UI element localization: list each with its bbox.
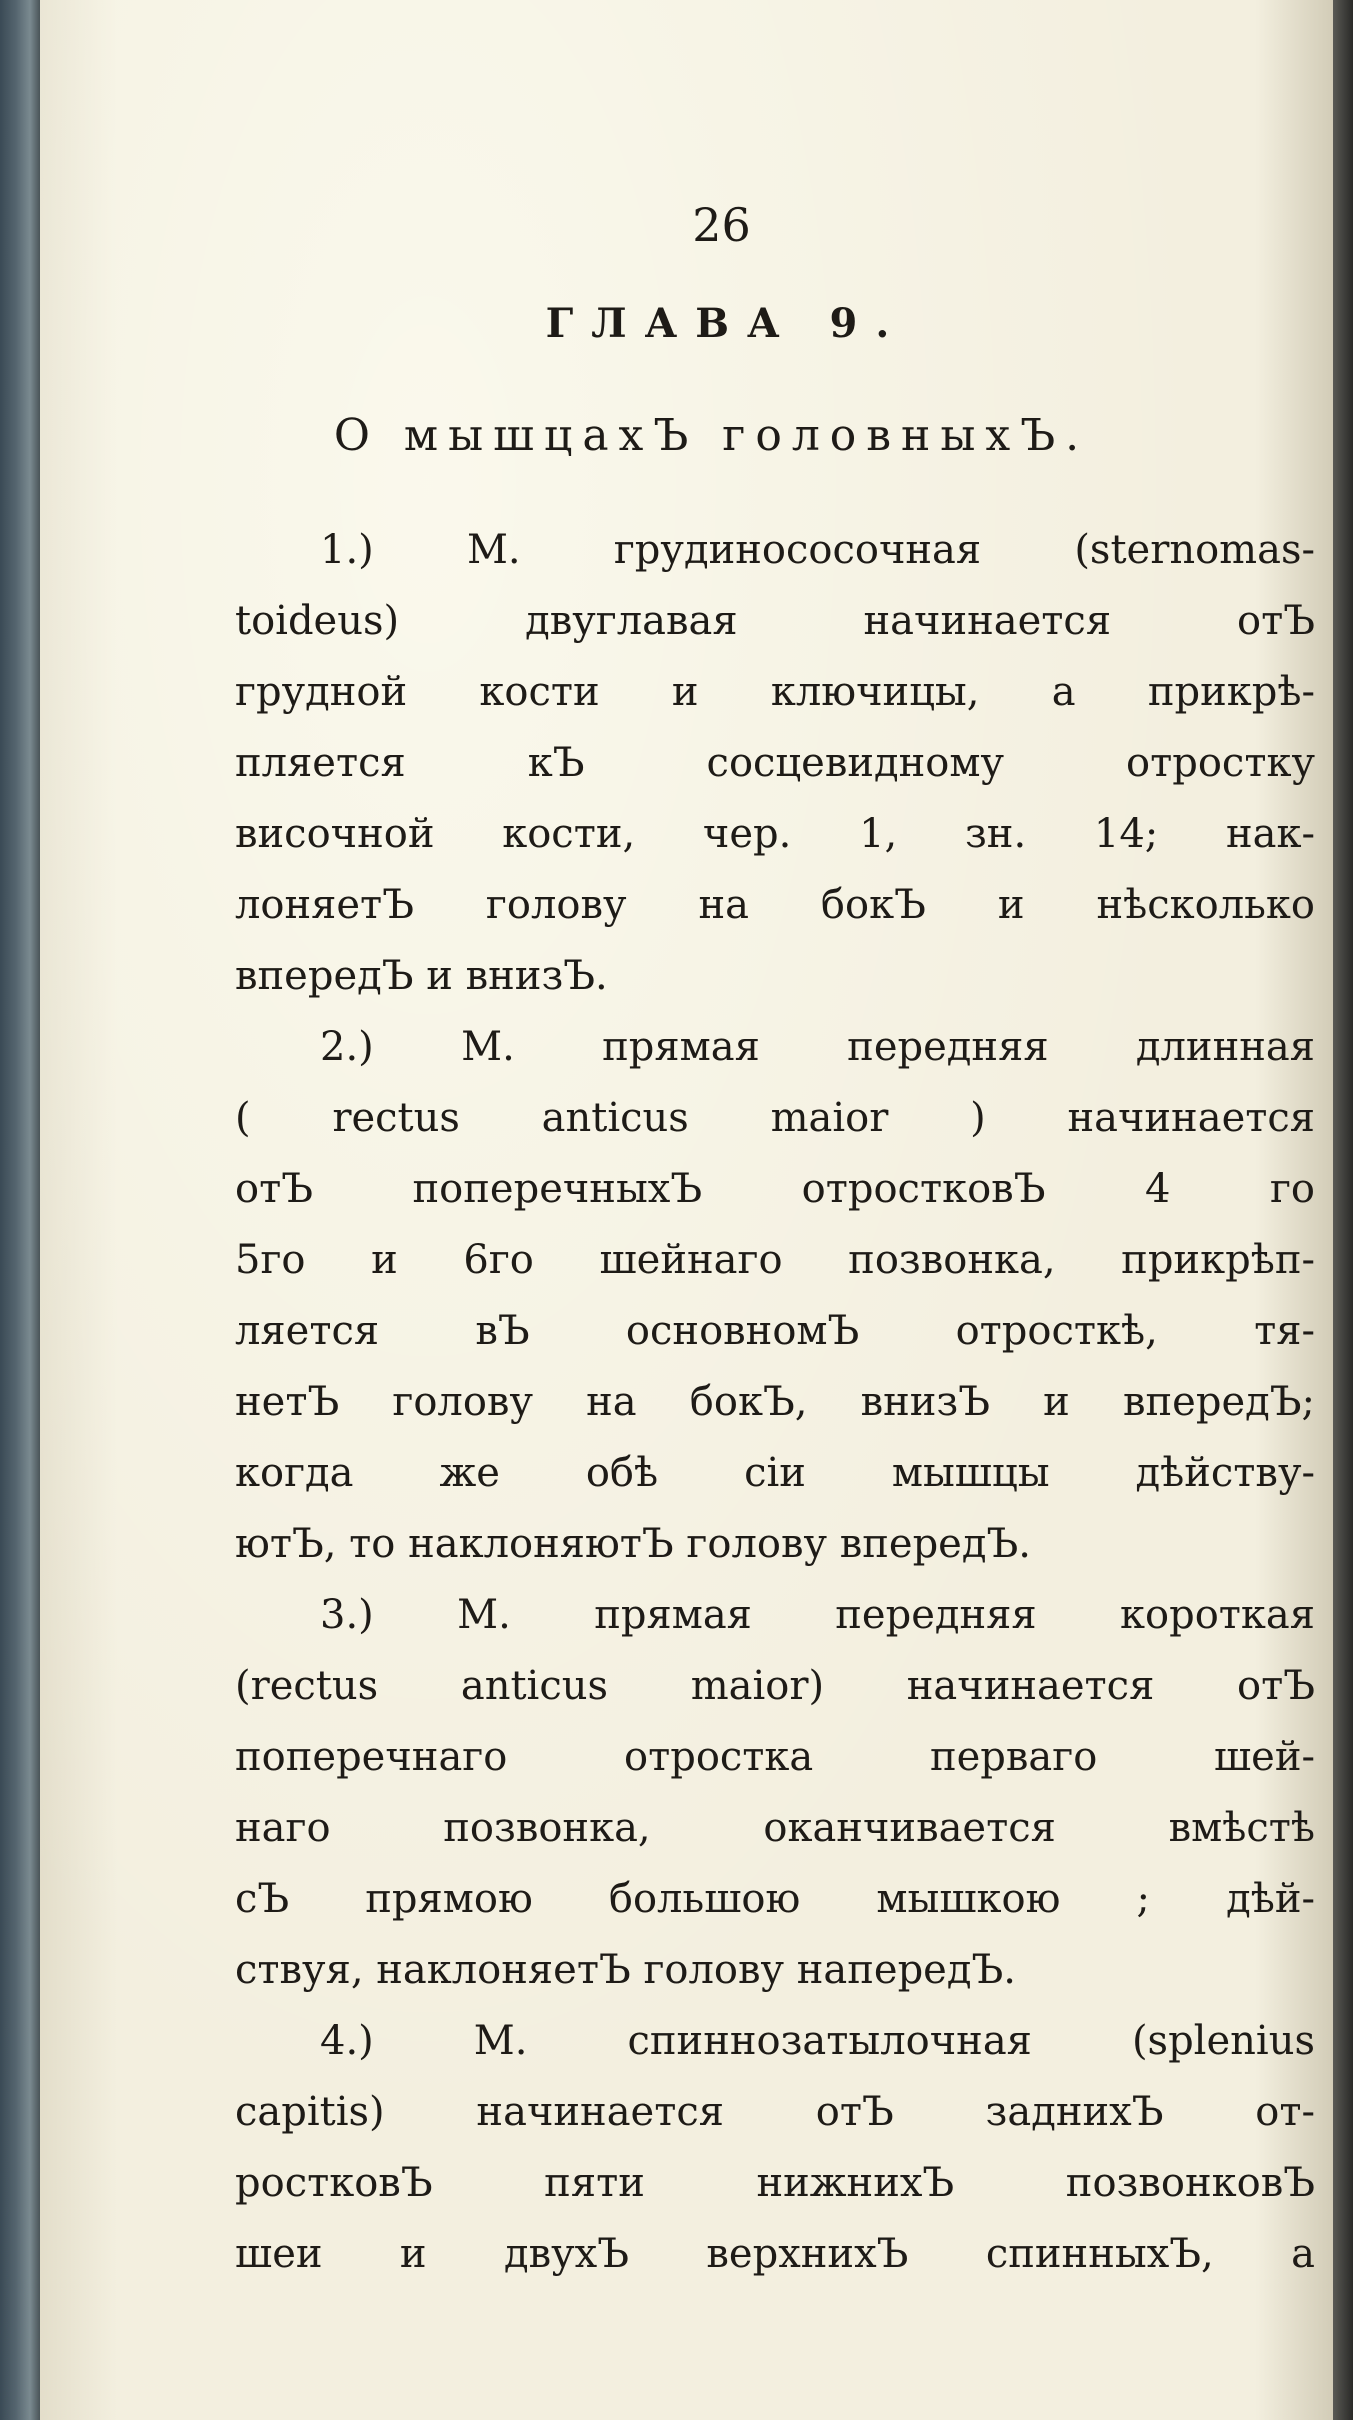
text-line: лоняетЪ голову на бокЪ и нѣсколько xyxy=(235,882,1315,928)
book-page xyxy=(40,0,1333,2420)
text-line: (rectus anticus maior) начинается отЪ xyxy=(235,1663,1315,1709)
text-line: наго позвонка, оканчивается вмѣстѣ xyxy=(235,1805,1315,1851)
text-line: ютЪ, то наклоняютЪ голову впередЪ. xyxy=(235,1521,1031,1567)
text-line: ( rectus anticus maior ) начинается xyxy=(235,1095,1315,1141)
text-line: когда же обѣ сіи мышцы дѣйству- xyxy=(235,1450,1315,1496)
text-line: ростковЪ пяти нижнихЪ позвонковЪ xyxy=(235,2160,1315,2206)
text-line: 3.) М. прямая передняя короткая xyxy=(320,1592,1315,1638)
text-line: сЪ прямою большою мышкою ; дѣй- xyxy=(235,1876,1315,1922)
text-line: нетЪ голову на бокЪ, внизЪ и впередЪ; xyxy=(235,1379,1315,1425)
text-line: 4.) М. спиннозатылочная (splenius xyxy=(320,2018,1315,2064)
text-line: пляется кЪ сосцевидному отростку xyxy=(235,740,1315,786)
section-title: О мышцахЪ головныхЪ. xyxy=(333,410,1090,461)
page-number: 26 xyxy=(692,198,751,252)
body-text xyxy=(235,515,1315,2290)
text-line: поперечнаго отростка перваго шей- xyxy=(235,1734,1315,1780)
text-line: ляется вЪ основномЪ отросткѣ, тя- xyxy=(235,1308,1315,1354)
page-edge xyxy=(1333,0,1353,2420)
chapter-heading: ГЛАВА 9. xyxy=(545,300,908,347)
text-line: височной кости, чер. 1, зн. 14; нак- xyxy=(235,811,1315,857)
text-line: грудной кости и ключицы, а прикрѣ- xyxy=(235,669,1315,715)
text-line: отЪ поперечныхЪ отростковЪ 4 го xyxy=(235,1166,1315,1212)
text-line: ствуя, наклоняетЪ голову напередЪ. xyxy=(235,1947,1016,1993)
text-line: шеи и двухЪ верхнихЪ спинныхЪ, а xyxy=(235,2231,1315,2277)
text-line: 5го и 6го шейнаго позвонка, прикрѣп- xyxy=(235,1237,1315,1283)
text-line: capitis) начинается отЪ заднихЪ от- xyxy=(235,2089,1315,2135)
text-line: 2.) М. прямая передняя длинная xyxy=(320,1024,1315,1070)
text-line: впередЪ и внизЪ. xyxy=(235,953,608,999)
text-line: toideus) двуглавая начинается отЪ xyxy=(235,598,1315,644)
text-line: 1.) М. грудинососочная (sternomas- xyxy=(320,527,1315,573)
book-spine xyxy=(0,0,40,2420)
